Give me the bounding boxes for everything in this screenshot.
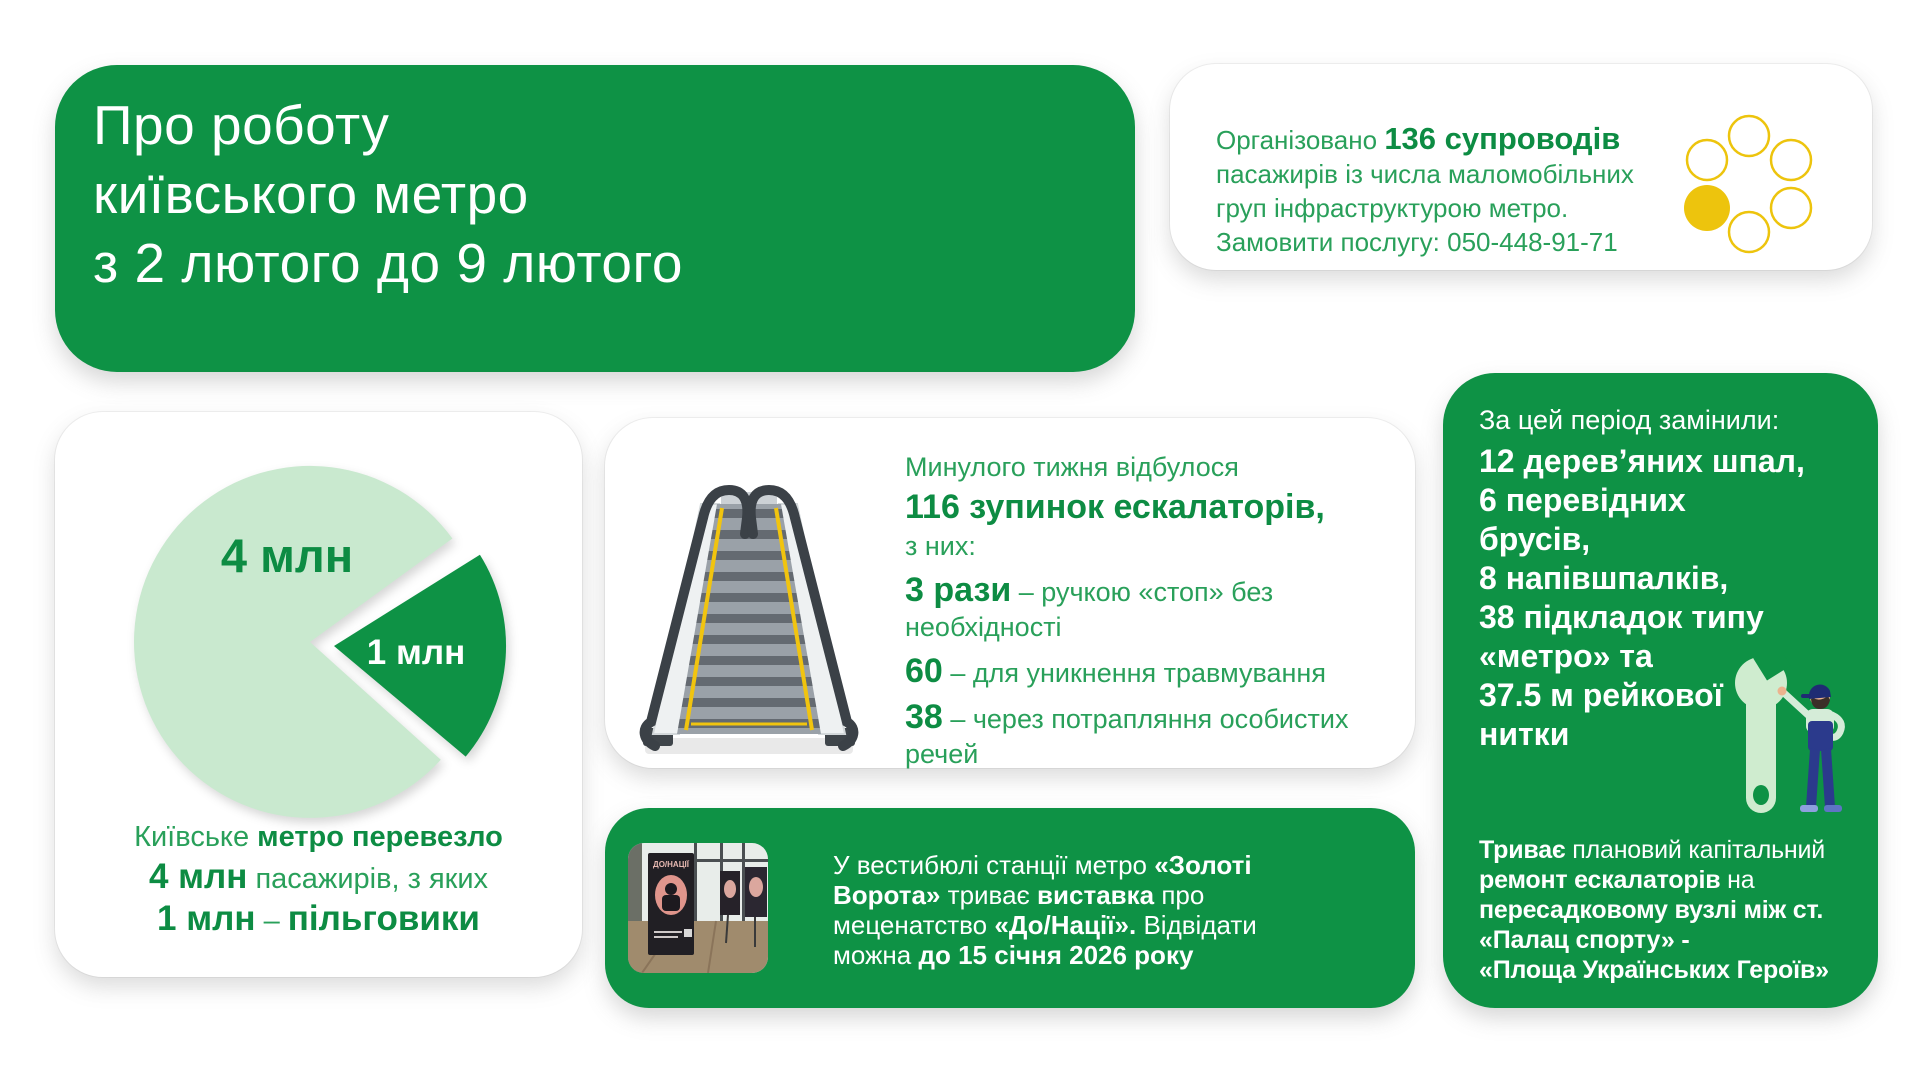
pie-label-discount: 1 млн [366, 633, 466, 672]
exhibition-photo [628, 843, 768, 973]
exhibition-line: меценатство «До/Нації». Відвідати [833, 910, 1257, 940]
maintenance-replaced-item: «метро» та [1479, 638, 1653, 674]
ridership-caption-line: 4 млн пасажирів, з яких [148, 857, 489, 896]
accessibility-line: груп інфраструктурою метро. [1216, 193, 1569, 223]
maintenance-replaced-item: нитки [1479, 716, 1570, 752]
title-line: київського метро [93, 163, 529, 225]
escalator-stat-line: необхідності [905, 612, 1062, 642]
escalator-stat-line: 38 – через потрапляння особистих [905, 698, 1349, 736]
maintenance-status-line: пересадковому вузлі між ст. [1479, 896, 1824, 924]
accessibility-line: пасажирів із числа маломобільних [1216, 159, 1634, 189]
accessibility-card [1170, 64, 1872, 270]
ridership-caption [55, 817, 582, 941]
escalator-stat-line: речей [905, 739, 979, 769]
maintenance-replaced-item: брусів, [1479, 521, 1591, 557]
maintenance-status-line: «Площа Українських Героїв» [1479, 956, 1829, 984]
escalator-stat-line: 60 – для уникнення травмування [905, 652, 1326, 690]
maintenance-intro: За цей період замінили: [1479, 405, 1780, 435]
worker-with-wrench-icon [1728, 655, 1868, 830]
exhibition-text [833, 850, 1393, 970]
maintenance-status-line: «Палац спорту» - [1479, 926, 1690, 954]
pie-label-total: 4 млн [220, 529, 354, 582]
accessibility-line: Організовано 136 супроводів [1216, 121, 1621, 156]
flower-dots-icon [1674, 108, 1824, 258]
ridership-caption-line: Київське метро перевезло [134, 821, 503, 853]
exhibition-card [605, 808, 1415, 1008]
escalator-line: Минулого тижня відбулося [905, 452, 1239, 482]
exhibition-line: можна до 15 січня 2026 року [833, 940, 1194, 970]
maintenance-status-text [1479, 835, 1871, 985]
escalator-stops-card [605, 418, 1415, 768]
maintenance-replaced-item: 12 дерев’яних шпал, [1479, 443, 1805, 479]
exhibition-line: У вестибюлі станції метро «Золоті [833, 850, 1252, 880]
title-line: Про роботу [93, 94, 390, 156]
ridership-pie-chart [75, 442, 565, 842]
escalator-line: з них: [905, 531, 976, 561]
page-title [55, 65, 1135, 298]
ridership-card [55, 412, 582, 977]
escalator-text [905, 450, 1395, 772]
accessibility-text [1216, 122, 1696, 259]
maintenance-replaced-item: 37.5 м рейкової [1479, 677, 1723, 713]
title-line: з 2 лютого до 9 лютого [93, 232, 683, 294]
accessibility-phone: Замовити послугу: 050-448-91-71 [1216, 227, 1618, 257]
maintenance-status-line: Триває плановий капітальний [1479, 836, 1826, 864]
maintenance-status-line: ремонт ескалаторів на [1479, 866, 1755, 894]
escalator-stat-headline: 116 зупинок ескалаторів, [905, 488, 1325, 526]
poster-title-text: ДО/НАЦІЇ [653, 860, 689, 869]
maintenance-replaced-item: 8 напівшпалків, [1479, 560, 1729, 596]
maintenance-replaced-item: 38 підкладок типу [1479, 599, 1764, 635]
escalator-icon [639, 434, 859, 754]
exhibition-line: Ворота» триває виставка про [833, 880, 1205, 910]
escalator-stat-line: 3 рази – ручкою «стоп» без [905, 571, 1274, 609]
maintenance-replaced-item: 6 перевідних [1479, 482, 1686, 518]
ridership-caption-line: 1 млн – пільговики [157, 899, 480, 938]
maintenance-panel [1443, 373, 1878, 1008]
title-card [55, 65, 1135, 372]
